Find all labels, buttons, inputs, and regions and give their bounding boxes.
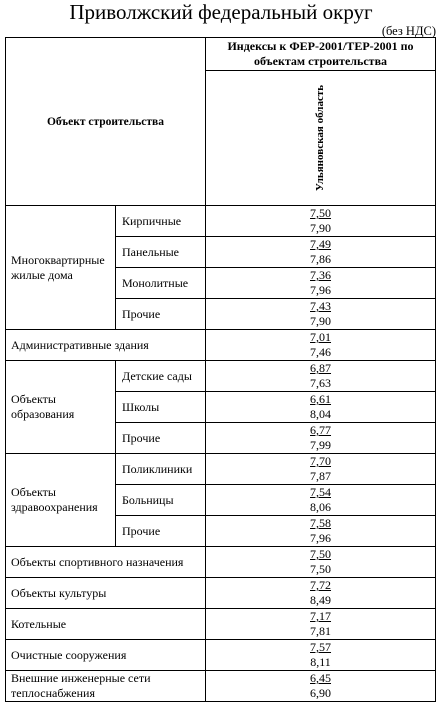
index-value-primary: 7,50 (310, 547, 332, 561)
object-subtype-label: Кирпичные (116, 206, 206, 237)
object-subtype-label: Поликлиники (116, 454, 206, 485)
index-value-secondary: 7,90 (310, 314, 332, 328)
index-value-primary: 6,45 (310, 671, 332, 685)
object-label: Административные здания (6, 330, 206, 361)
object-column-header: Объект строительства (6, 38, 206, 206)
region-label: Ульяновская область (314, 84, 327, 192)
index-value-primary: 7,17 (310, 609, 332, 623)
index-value-cell (206, 237, 436, 268)
index-value-primary: 7,43 (310, 299, 332, 313)
index-value-cell (206, 671, 436, 702)
object-label: Внешние инженерные сети теплоснабжения (6, 671, 206, 702)
index-value-primary: 7,72 (310, 578, 332, 592)
table-row (6, 609, 436, 640)
index-value-cell (206, 299, 436, 330)
index-value-cell (206, 516, 436, 547)
index-value-cell (206, 547, 436, 578)
index-value-cell (206, 454, 436, 485)
header-row (6, 38, 436, 71)
object-group-label: Многоквартирные жилые дома (6, 206, 116, 330)
table-row (6, 206, 436, 237)
index-value-primary: 7,70 (310, 454, 332, 468)
index-value-primary: 7,49 (310, 237, 332, 251)
table-row (6, 330, 436, 361)
index-value-secondary: 7,99 (310, 438, 332, 452)
index-value-secondary: 8,49 (310, 593, 332, 607)
object-subtype-label: Прочие (116, 516, 206, 547)
index-value-cell (206, 578, 436, 609)
index-value-secondary: 8,06 (310, 500, 332, 514)
index-value-secondary: 7,96 (310, 283, 332, 297)
index-value-secondary: 7,86 (310, 252, 332, 266)
object-label: Очистные сооружения (6, 640, 206, 671)
index-value-primary: 6,77 (310, 423, 332, 437)
index-value-secondary: 7,87 (310, 469, 332, 483)
page-title: Приволжский федеральный округ (69, 0, 373, 24)
index-value-cell (206, 330, 436, 361)
index-value-primary: 7,57 (310, 640, 332, 654)
index-table (5, 37, 436, 702)
index-value-primary: 7,50 (310, 206, 332, 220)
index-value-cell (206, 392, 436, 423)
table-row (6, 547, 436, 578)
region-column-header (206, 71, 436, 206)
object-subtype-label: Школы (116, 392, 206, 423)
index-value-cell (206, 640, 436, 671)
index-value-primary: 6,61 (310, 392, 332, 406)
index-value-secondary: 7,96 (310, 531, 332, 545)
object-group-label: Объекты здравоохранения (6, 454, 116, 547)
index-value-primary: 7,54 (310, 485, 332, 499)
index-value-primary: 6,87 (310, 361, 332, 375)
table-row (6, 454, 436, 485)
index-value-secondary: 6,90 (310, 686, 332, 700)
object-subtype-label: Прочие (116, 423, 206, 454)
index-value-secondary: 7,50 (310, 562, 332, 576)
index-value-cell (206, 485, 436, 516)
object-subtype-label: Прочие (116, 299, 206, 330)
index-value-secondary: 8,04 (310, 407, 332, 421)
index-value-cell (206, 206, 436, 237)
index-value-primary: 7,36 (310, 268, 332, 282)
index-value-cell (206, 361, 436, 392)
table-row (6, 361, 436, 392)
index-value-secondary: 7,46 (310, 345, 332, 359)
table-row (6, 671, 436, 702)
index-value-secondary: 7,81 (310, 624, 332, 638)
table-row (6, 640, 436, 671)
index-value-secondary: 7,63 (310, 376, 332, 390)
object-group-label: Объекты образования (6, 361, 116, 454)
object-subtype-label: Монолитные (116, 268, 206, 299)
index-value-primary: 7,01 (310, 330, 332, 344)
object-label: Объекты спортивного назначения (6, 547, 206, 578)
index-value-cell (206, 423, 436, 454)
object-label: Котельные (6, 609, 206, 640)
index-value-secondary: 8,11 (310, 655, 331, 669)
object-subtype-label: Детские сады (116, 361, 206, 392)
vat-note: (без НДС) (381, 24, 436, 38)
object-subtype-label: Больницы (116, 485, 206, 516)
index-value-secondary: 7,90 (310, 221, 332, 235)
object-label: Объекты культуры (6, 578, 206, 609)
index-value-cell (206, 268, 436, 299)
index-column-header: Индексы к ФЕР-2001/ТЕР-2001 по объектам строительства (206, 38, 436, 71)
table-row (6, 578, 436, 609)
object-subtype-label: Панельные (116, 237, 206, 268)
index-value-primary: 7,58 (310, 516, 332, 530)
index-value-cell (206, 609, 436, 640)
